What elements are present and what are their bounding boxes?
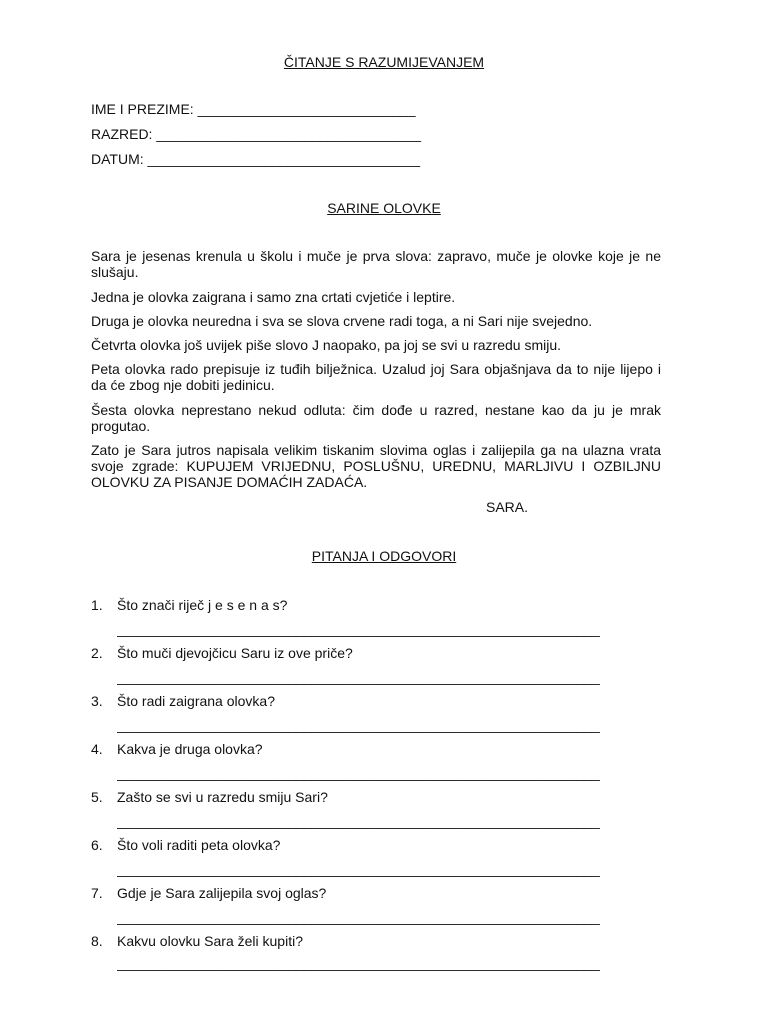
question xyxy=(91,645,353,661)
story-paragraph: Peta olovka rado prepisuje iz tuđih bilježnica. Uzalud joj Sara objašnjava da to nije lijepo i da će zbog nje dobiti jedinicu. xyxy=(91,361,661,393)
question-number: 4. xyxy=(91,741,103,757)
question-text: Kakvu olovku Sara želi kupiti? xyxy=(117,933,303,949)
answer-line: ______________________________________________________________ xyxy=(117,861,600,877)
question xyxy=(91,885,326,901)
question xyxy=(91,741,263,757)
name-line: ____________________________ xyxy=(197,101,416,117)
story-paragraph: Jedna je olovka zaigrana i samo zna crtati cvjetiće i leptire. xyxy=(91,289,456,305)
story-paragraph: Zato je Sara jutros napisala velikim tiskanim slovima oglas i zalijepila ga na ulazna vrata svoje zgrade: KUPUJEM VRIJEDNU, POSLUŠNU, UREDNU, MARLJIVU I OZBILJNU OLOVKU ZA PISANJE DOMAĆIH ZADAĆA. xyxy=(91,442,661,490)
signature: SARA. xyxy=(486,499,529,515)
date-label: DATUM: xyxy=(91,151,144,167)
class-line: __________________________________ xyxy=(156,126,422,142)
question xyxy=(91,789,328,805)
date-line: ___________________________________ xyxy=(147,151,421,167)
question-text: Što muči djevojčicu Saru iz ove priče? xyxy=(117,645,353,661)
name-label: IME I PREZIME: xyxy=(91,101,194,117)
answer-line: ______________________________________________________________ xyxy=(117,669,600,685)
answer-line: ______________________________________________________________ xyxy=(117,765,600,781)
answer-line: ______________________________________________________________ xyxy=(117,717,600,733)
question-number: 6. xyxy=(91,837,103,853)
question-text: Što voli raditi peta olovka? xyxy=(117,837,281,853)
question xyxy=(91,693,275,709)
answer-line: ______________________________________________________________ xyxy=(117,955,600,971)
page-title: ČITANJE S RAZUMIJEVANJEM xyxy=(283,54,485,70)
question xyxy=(91,933,303,949)
questions-title: PITANJA I ODGOVORI xyxy=(311,548,457,564)
answer-line: ______________________________________________________________ xyxy=(117,909,600,925)
question-number: 1. xyxy=(91,597,103,613)
class-field xyxy=(91,126,421,142)
name-field xyxy=(91,101,416,117)
story-paragraph: Sara je jesenas krenula u školu i muče je prva slova: zapravo, muče je olovke koje je ne slušaju. xyxy=(91,248,661,280)
question-number: 8. xyxy=(91,933,103,949)
date-field xyxy=(91,151,420,167)
story-paragraph: Druga je olovka neuredna i sva se slova crvene radi toga, a ni Sari nije svejedno. xyxy=(91,313,593,329)
question-text: Zašto se svi u razredu smiju Sari? xyxy=(117,789,328,805)
answer-line: ______________________________________________________________ xyxy=(117,813,600,829)
question-number: 7. xyxy=(91,885,103,901)
question-text: Što radi zaigrana olovka? xyxy=(117,693,275,709)
question-number: 3. xyxy=(91,693,103,709)
question-text: Gdje je Sara zalijepila svoj oglas? xyxy=(117,885,327,901)
answer-line: ______________________________________________________________ xyxy=(117,621,600,637)
story-paragraph: Šesta olovka neprestano nekud odluta: čim dođe u razred, nestane kao da ju je mrak progutao. xyxy=(91,402,661,434)
question-text: Što znači riječ j e s e n a s? xyxy=(117,597,288,613)
question xyxy=(91,837,280,853)
class-label: RAZRED: xyxy=(91,126,153,142)
question-text: Kakva je druga olovka? xyxy=(117,741,263,757)
question-number: 5. xyxy=(91,789,103,805)
question xyxy=(91,597,287,613)
story-paragraph: Četvrta olovka još uvijek piše slovo J naopako, pa joj se svi u razredu smiju. xyxy=(91,337,561,353)
story-title: SARINE OLOVKE xyxy=(327,200,441,216)
question-number: 2. xyxy=(91,645,103,661)
